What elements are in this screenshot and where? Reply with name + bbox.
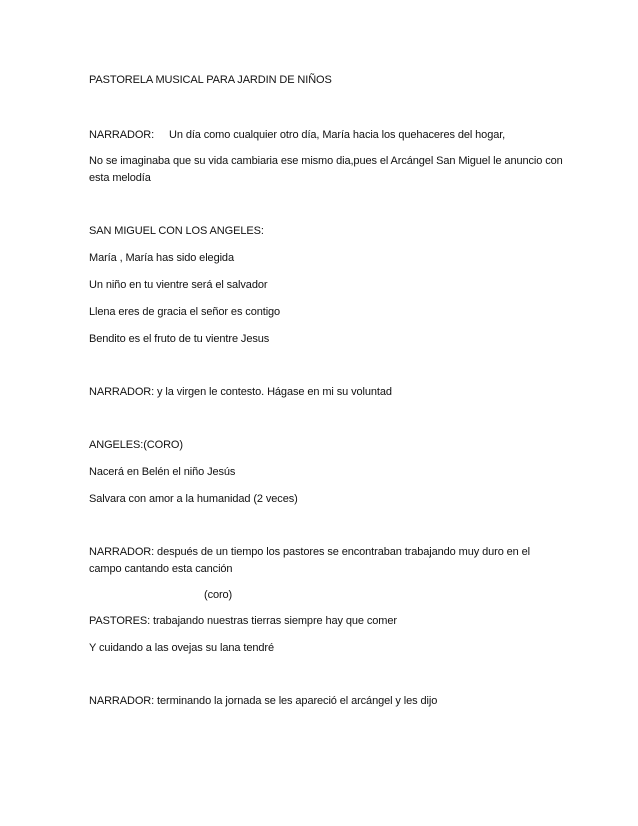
san-miguel-heading: SAN MIGUEL CON LOS ANGELES: [89,225,264,237]
narrator-line-2: NARRADOR: y la virgen le contesto. Hágase en mi su voluntad [89,386,392,398]
angeles-heading: ANGELES:(CORO) [89,439,183,451]
narrator-text: Un día como cualquier otro día, María hacia los quehaceres del hogar, [169,129,506,141]
pastores-line: PASTORES: trabajando nuestras tierras siempre hay que comer [89,615,397,627]
narrator-line-3-cont: campo cantando esta canción [89,563,233,575]
song-line: María , María has sido elegida [89,252,234,264]
speaker-label: NARRADOR: [89,129,155,141]
document-title: PASTORELA MUSICAL PARA JARDIN DE NIÑOS [89,74,332,86]
song-line: Nacerá en Belén el niño Jesús [89,466,236,478]
song-line: Salvara con amor a la humanidad (2 veces) [89,493,298,505]
narrator-line-4: NARRADOR: terminando la jornada se les apareció el arcángel y les dijo [89,695,438,707]
narrator-line-1 [89,128,505,142]
coro-label: (coro) [204,589,233,601]
song-line: Un niño en tu vientre será el salvador [89,279,268,291]
pastores-line-2: Y cuidando a las ovejas su lana tendré [89,642,274,654]
narrator-line-3: NARRADOR: después de un tiempo los pastores se encontraban trabajando muy duro en el [89,546,531,558]
song-line: Bendito es el fruto de tu vientre Jesus [89,333,270,345]
narrator-line-1-cont: No se imaginaba que su vida cambiaria ese mismo dia,pues el Arcángel San Miguel le anuncio con [89,155,563,167]
narrator-line-1-cont-2: esta melodía [89,172,151,184]
song-line: Llena eres de gracia el señor es contigo [89,306,281,318]
